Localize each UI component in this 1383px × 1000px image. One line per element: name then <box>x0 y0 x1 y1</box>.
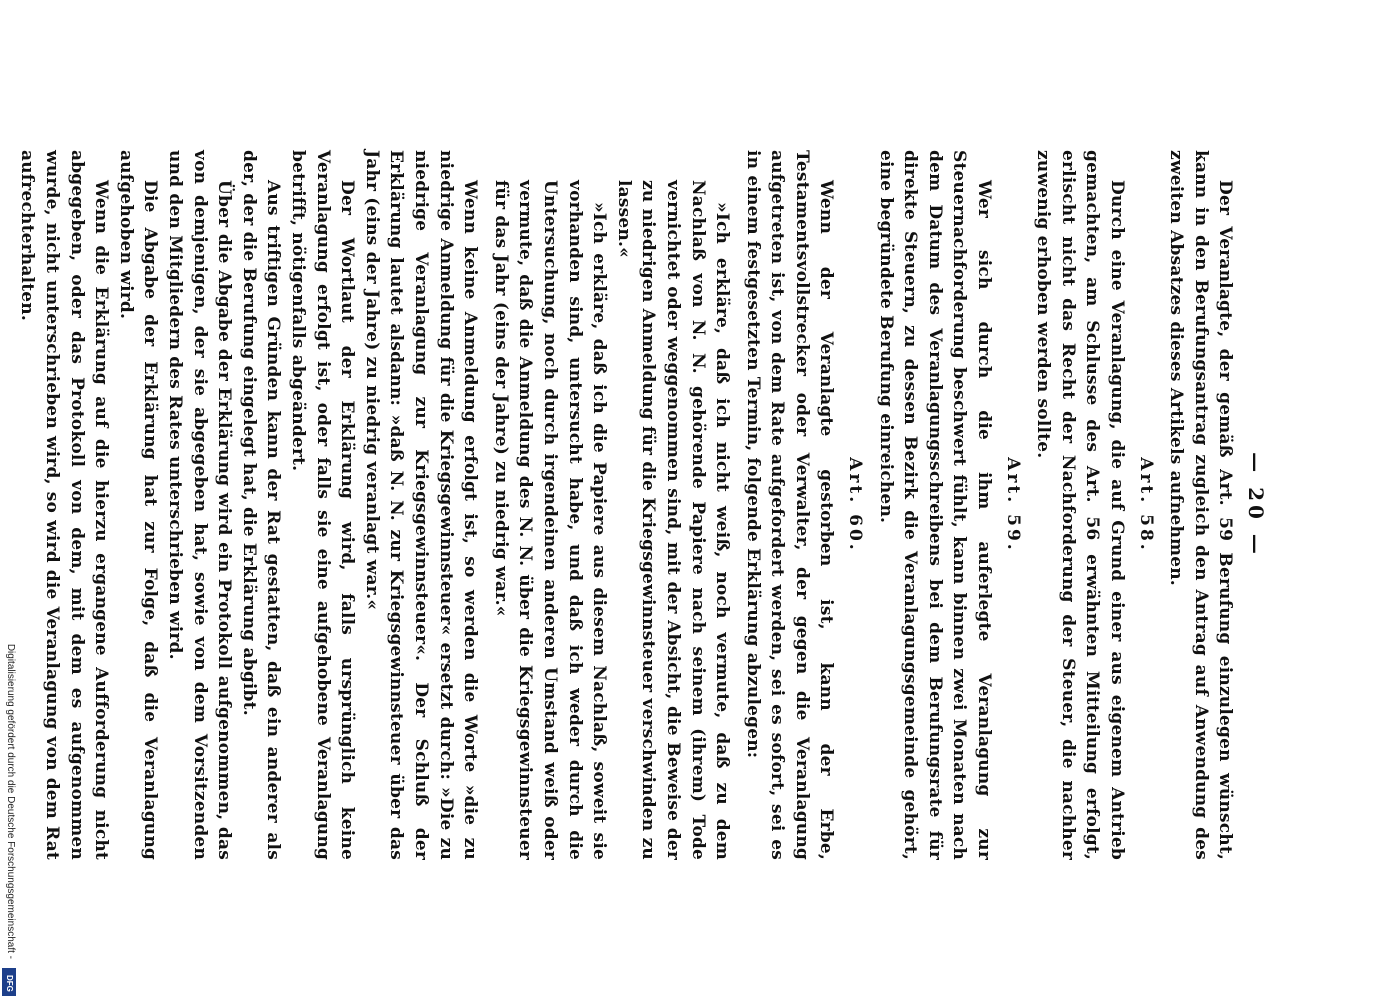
document-page <box>15 150 1268 860</box>
page-number: — 20 — <box>1244 452 1268 558</box>
paragraph-intro: Der Veranlagte, der gemäß Art. 59 Berufung einzulegen wünscht, kann in den Berufungsantrag zugleich den Antrag auf Anwendung des zweiten Absatzes dieses Artikels aufnehmen. <box>1166 150 1236 860</box>
article-heading-60: Art. 60. <box>845 457 866 553</box>
declaration-quote-2: »Ich erkläre, daß ich die Papiere aus diesem Nachlaß, soweit sie vorhanden sind, untersucht habe, und daß ich weder durch die Untersuchung, noch durch irgendeinen anderen Umstand weiß oder vermute, daß die Anmeldung des N. N. über die Kriegsgewinnsteuer für das Jahr (eins der Jahre) zu niedrig war.« <box>490 180 610 860</box>
paragraph-art-60: Wenn der Veranlagte gestorben ist, kann der Erbe, Testamentsvollstrecker oder Verwalter, der gegen die Veranlagung aufgetreten ist, von dem Rate aufgefordert werden, sei es sofort, sei es in einem festgesetzten Termin, folgende Erklärung abzulegen: <box>742 150 837 860</box>
paragraph-cancellation: Die Abgabe der Erklärung hat zur Folge, daß die Veranlagung aufgehoben wird. <box>115 150 161 860</box>
paragraph-no-registration: Wenn keine Anmeldung erfolgt ist, so werden die Worte »die zu niedrige Anmeldung für die Kriegsgewinnsteuer« ersetzt durch: »Die zu niedrige Veranlagung zur Kriegsgewinnsteuer«. Der Schluß der Erklärung lautet alsdann: »daß N. N. zur Kriegsgewinnsteuer über das Jahr (eins der Jahre) zu niedrig veranlagt war.« <box>361 150 481 860</box>
paragraph-wording-change: Der Wortlaut der Erklärung wird, falls ursprünglich keine Veranlagung erfolgt ist, oder falls sie eine aufgehobene Veranlagung betrifft, nötigenfalls abgeändert. <box>288 150 358 860</box>
declaration-quote-1: »Ich erkläre, daß ich nicht weiß, noch vermute, daß zu dem Nachlaß von N. N. gehörende Papiere nach seinem (ihrem) Tode vernichtet oder weggenommen sind, mit der Absicht, die Beweise der zu niedrigen Anmeldung für die Kriegsgewinnsteuer verschwinden zu lassen.« <box>613 180 733 860</box>
digitization-footer <box>0 0 18 1000</box>
paragraph-other-declarant: Aus triftigen Gründen kann der Rat gestatten, daß ein anderer als der, der die Berufung eingelegt hat, die Erklärung abgibt. <box>238 150 284 860</box>
paragraph-art-59: Wer sich durch die ihm auferlegte Veranlagung zur Steuernachforderung beschwert fühlt, kann binnen zwei Monaten nach dem Datum des Veranlagungsschreibens bei dem Berufungsrate für direkte Steuern, zu dessen Bezirk die Veranlagungsgemeinde gehört, eine begründete Berufung einreichen. <box>875 150 995 860</box>
paragraph-maintained: Wenn die Erklärung auf die hierzu ergangene Aufforderung nicht abgegeben, oder das Protokoll von dem, mit dem es aufgenommen wurde, nicht unterschrieben wird, so wird die Veranlagung von dem Rat aufrechterhalten. <box>17 150 112 860</box>
paragraph-art-58: Durch eine Veranlagung, die auf Grund einer aus eigenem Antrieb gemachten, am Schlusse des Art. 56 erwähnten Mitteilung erfolgt, erlischt nicht das Recht der Nachforderung der Steuer, die nachher zuwenig erhoben werden sollte. <box>1033 150 1128 860</box>
footer-credit-text: Digitalisierung gefördert durch die Deutsche Forschungsgemeinschaft - <box>5 643 16 959</box>
article-heading-59: Art. 59. <box>1002 457 1023 553</box>
article-heading-58: Art. 58. <box>1135 457 1156 553</box>
dfg-logo: DFG <box>2 968 16 996</box>
paragraph-protocol: Über die Abgabe der Erklärung wird ein Protokoll aufgenommen, das von demjenigen, der sie abgegeben hat, sowie von dem Vorsitzenden und den Mitgliedern des Rates unterschrieben wird. <box>165 150 235 860</box>
